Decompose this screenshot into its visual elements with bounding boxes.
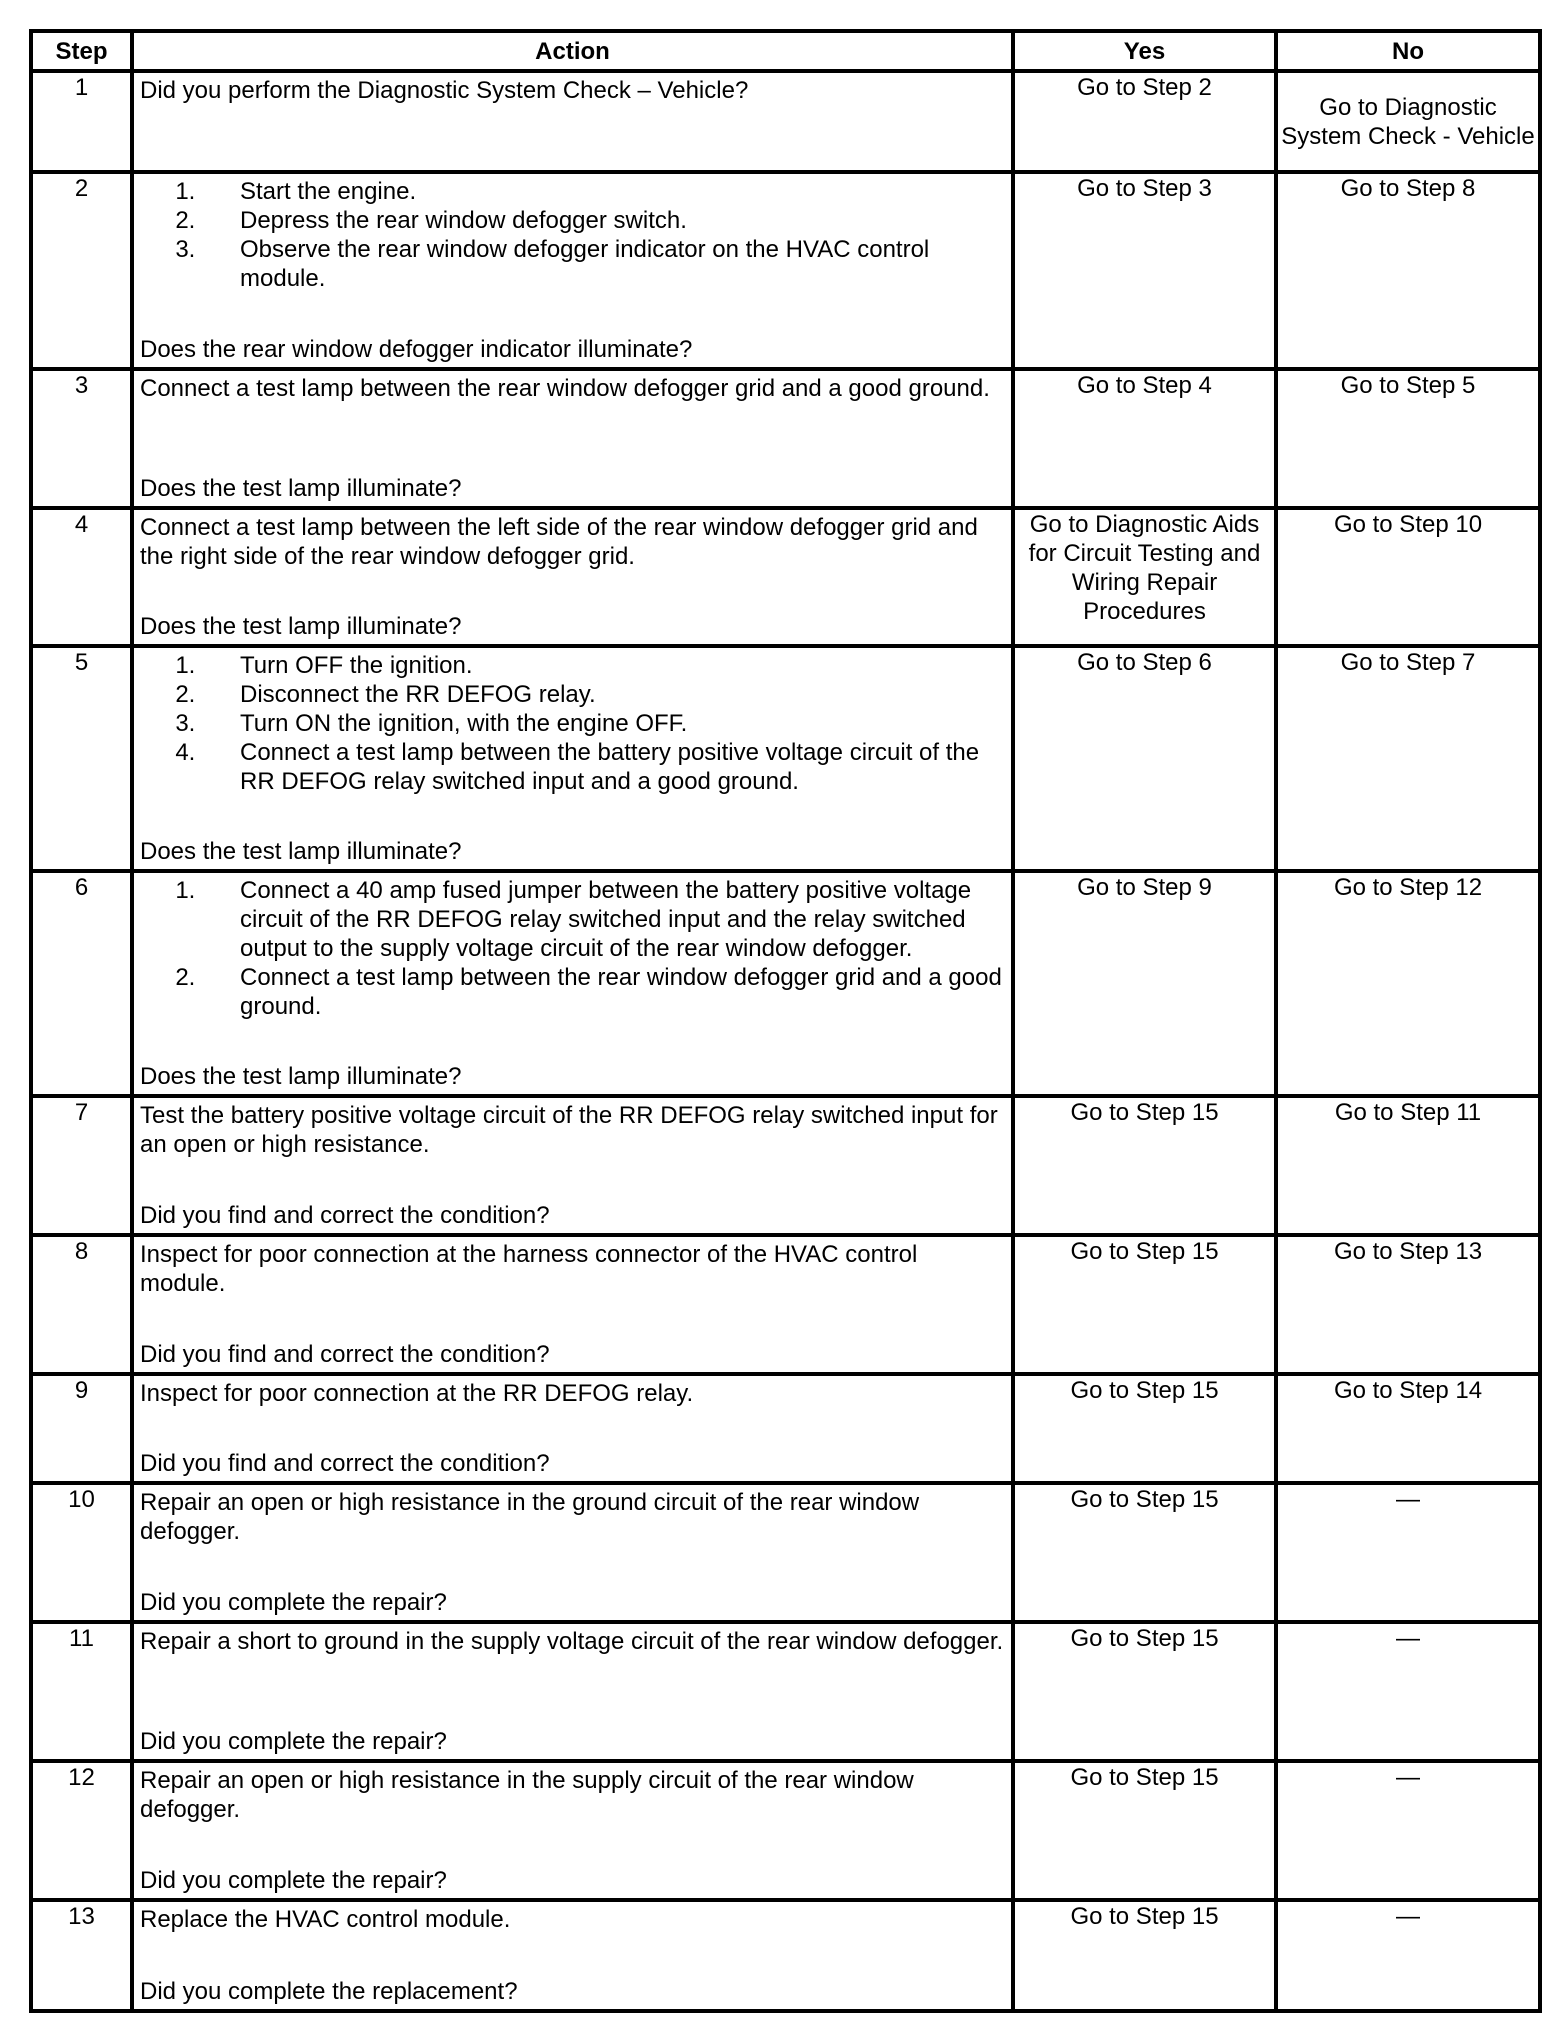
header-action: Action: [132, 31, 1013, 71]
action-step-item: 2. Connect a test lamp between the rear window defogger grid and a good ground.: [202, 963, 1005, 1021]
yes-result: Go to Step 15: [1013, 1900, 1276, 2011]
action-question: Did you find and correct the condition?: [140, 1341, 550, 1368]
action-question: Does the test lamp illuminate?: [140, 1063, 462, 1090]
action-cell: [132, 369, 1013, 508]
action-instruction: Connect a test lamp between the rear window defogger grid and a good ground.: [140, 375, 990, 402]
action-cell: [132, 871, 1013, 1096]
action-cell: [132, 1235, 1013, 1374]
table-row: [31, 1761, 1540, 1900]
no-result: Go to Step 13: [1276, 1235, 1540, 1374]
action-content: [134, 873, 1011, 1094]
action-question: Does the rear window defogger indicator illuminate?: [140, 336, 693, 363]
step-number: 12: [31, 1761, 132, 1900]
yes-result: Go to Diagnostic Aids for Circuit Testing and Wiring Repair Procedures: [1013, 508, 1276, 646]
action-content: [134, 1237, 1011, 1372]
header-step: Step: [31, 31, 132, 71]
action-question: Did you complete the replacement?: [140, 1978, 518, 2005]
step-number: 11: [31, 1622, 132, 1761]
yes-result: Go to Step 9: [1013, 871, 1276, 1096]
table-body: [31, 71, 1540, 2011]
header-no: No: [1276, 31, 1540, 71]
yes-result: Go to Step 15: [1013, 1235, 1276, 1374]
yes-result: Go to Step 3: [1013, 172, 1276, 369]
action-cell: [132, 646, 1013, 871]
yes-result: Go to Step 4: [1013, 369, 1276, 508]
action-content: [134, 648, 1011, 869]
action-step-item: 3. Turn ON the ignition, with the engine OFF.: [202, 709, 1005, 738]
header-row: [31, 31, 1540, 71]
yes-result: Go to Step 15: [1013, 1096, 1276, 1235]
table-row: [31, 1483, 1540, 1622]
table-row: [31, 1235, 1540, 1374]
diagnostic-table: [29, 29, 1542, 2013]
action-content: [134, 1485, 1011, 1620]
action-step-item: 2. Depress the rear window defogger switch.: [202, 206, 1005, 235]
action-cell: [132, 1096, 1013, 1235]
action-question: Did you complete the repair?: [140, 1728, 447, 1755]
action-content: [134, 371, 1011, 506]
action-step-item: 1. Turn OFF the ignition.: [202, 651, 1005, 680]
step-number: 3: [31, 369, 132, 508]
step-number: 2: [31, 172, 132, 369]
action-question: Did you complete the repair?: [140, 1867, 447, 1894]
no-result: Go to Diagnostic System Check - Vehicle: [1276, 71, 1540, 172]
step-number: 5: [31, 646, 132, 871]
action-question: Does the test lamp illuminate?: [140, 475, 462, 502]
step-number: 8: [31, 1235, 132, 1374]
action-instruction: Inspect for poor connection at the RR DEFOG relay.: [140, 1380, 694, 1407]
action-content: [134, 510, 1011, 644]
no-result: Go to Step 14: [1276, 1374, 1540, 1483]
no-result: —: [1276, 1483, 1540, 1622]
action-steps-list: [140, 177, 1005, 293]
no-result: —: [1276, 1622, 1540, 1761]
action-instruction: Replace the HVAC control module.: [140, 1906, 511, 1933]
action-question: Does the test lamp illuminate?: [140, 838, 462, 865]
table-row: [31, 646, 1540, 871]
yes-result: Go to Step 15: [1013, 1483, 1276, 1622]
table-row: [31, 871, 1540, 1096]
header-yes: Yes: [1013, 31, 1276, 71]
step-number: 9: [31, 1374, 132, 1483]
action-content: [134, 1376, 1011, 1481]
action-cell: [132, 172, 1013, 369]
no-result: Go to Step 8: [1276, 172, 1540, 369]
table-row: [31, 1622, 1540, 1761]
action-step-item: 2. Disconnect the RR DEFOG relay.: [202, 680, 1005, 709]
table-row: [31, 1900, 1540, 2011]
action-cell: [132, 1622, 1013, 1761]
table-row: [31, 1096, 1540, 1235]
action-question: Did you find and correct the condition?: [140, 1450, 550, 1477]
action-content: [134, 1763, 1011, 1898]
no-result: Go to Step 5: [1276, 369, 1540, 508]
yes-result: Go to Step 2: [1013, 71, 1276, 172]
action-cell: [132, 1900, 1013, 2011]
step-number: 13: [31, 1900, 132, 2011]
no-result: Go to Step 11: [1276, 1096, 1540, 1235]
no-result: Go to Step 10: [1276, 508, 1540, 646]
action-cell: [132, 1483, 1013, 1622]
table-row: [31, 369, 1540, 508]
action-instruction: Connect a test lamp between the left side of the rear window defogger grid and the right side of the rear window defogger grid.: [140, 514, 978, 570]
table-row: [31, 71, 1540, 172]
action-cell: [132, 1374, 1013, 1483]
action-instruction: Inspect for poor connection at the harness connector of the HVAC control module.: [140, 1241, 918, 1297]
action-question: Did you find and correct the condition?: [140, 1202, 550, 1229]
action-question: Did you perform the Diagnostic System Check – Vehicle?: [140, 77, 749, 104]
action-content: [134, 174, 1011, 367]
no-result: Go to Step 7: [1276, 646, 1540, 871]
action-content: [134, 1098, 1011, 1233]
step-number: 1: [31, 71, 132, 172]
step-number: 7: [31, 1096, 132, 1235]
action-step-item: 4. Connect a test lamp between the battery positive voltage circuit of the RR DEFOG relay switched input and a good ground.: [202, 738, 1005, 796]
table-row: [31, 508, 1540, 646]
no-result: —: [1276, 1761, 1540, 1900]
action-steps-list: [140, 651, 1005, 796]
yes-result: Go to Step 15: [1013, 1761, 1276, 1900]
action-cell: [132, 508, 1013, 646]
action-cell: [132, 71, 1013, 172]
no-result: Go to Step 12: [1276, 871, 1540, 1096]
action-question: Did you complete the repair?: [140, 1589, 447, 1616]
yes-result: Go to Step 15: [1013, 1374, 1276, 1483]
action-step-item: 3. Observe the rear window defogger indicator on the HVAC control module.: [202, 235, 1005, 293]
action-cell: [132, 1761, 1013, 1900]
yes-result: Go to Step 6: [1013, 646, 1276, 871]
yes-result: Go to Step 15: [1013, 1622, 1276, 1761]
action-instruction: Test the battery positive voltage circuit of the RR DEFOG relay switched input for an open or high resistance.: [140, 1102, 998, 1158]
table-row: [31, 1374, 1540, 1483]
step-number: 6: [31, 871, 132, 1096]
table-row: [31, 172, 1540, 369]
no-result: —: [1276, 1900, 1540, 2011]
action-content: [134, 1902, 1011, 2009]
action-step-item: 1. Start the engine.: [202, 177, 1005, 206]
step-number: 10: [31, 1483, 132, 1622]
action-instruction: Repair an open or high resistance in the supply circuit of the rear window defogger.: [140, 1767, 914, 1823]
action-instruction: Repair a short to ground in the supply voltage circuit of the rear window defogger.: [140, 1628, 1004, 1655]
action-question: Does the test lamp illuminate?: [140, 613, 462, 640]
step-number: 4: [31, 508, 132, 646]
action-content: [134, 1624, 1011, 1759]
action-instruction: Repair an open or high resistance in the ground circuit of the rear window defogger.: [140, 1489, 920, 1545]
action-content: [134, 73, 1011, 170]
action-steps-list: [140, 876, 1005, 1021]
action-step-item: 1. Connect a 40 amp fused jumper between the battery positive voltage circuit of the RR DEFOG relay switched input and the relay switched output to the supply voltage circuit of the rear window defogger.: [202, 876, 1005, 963]
